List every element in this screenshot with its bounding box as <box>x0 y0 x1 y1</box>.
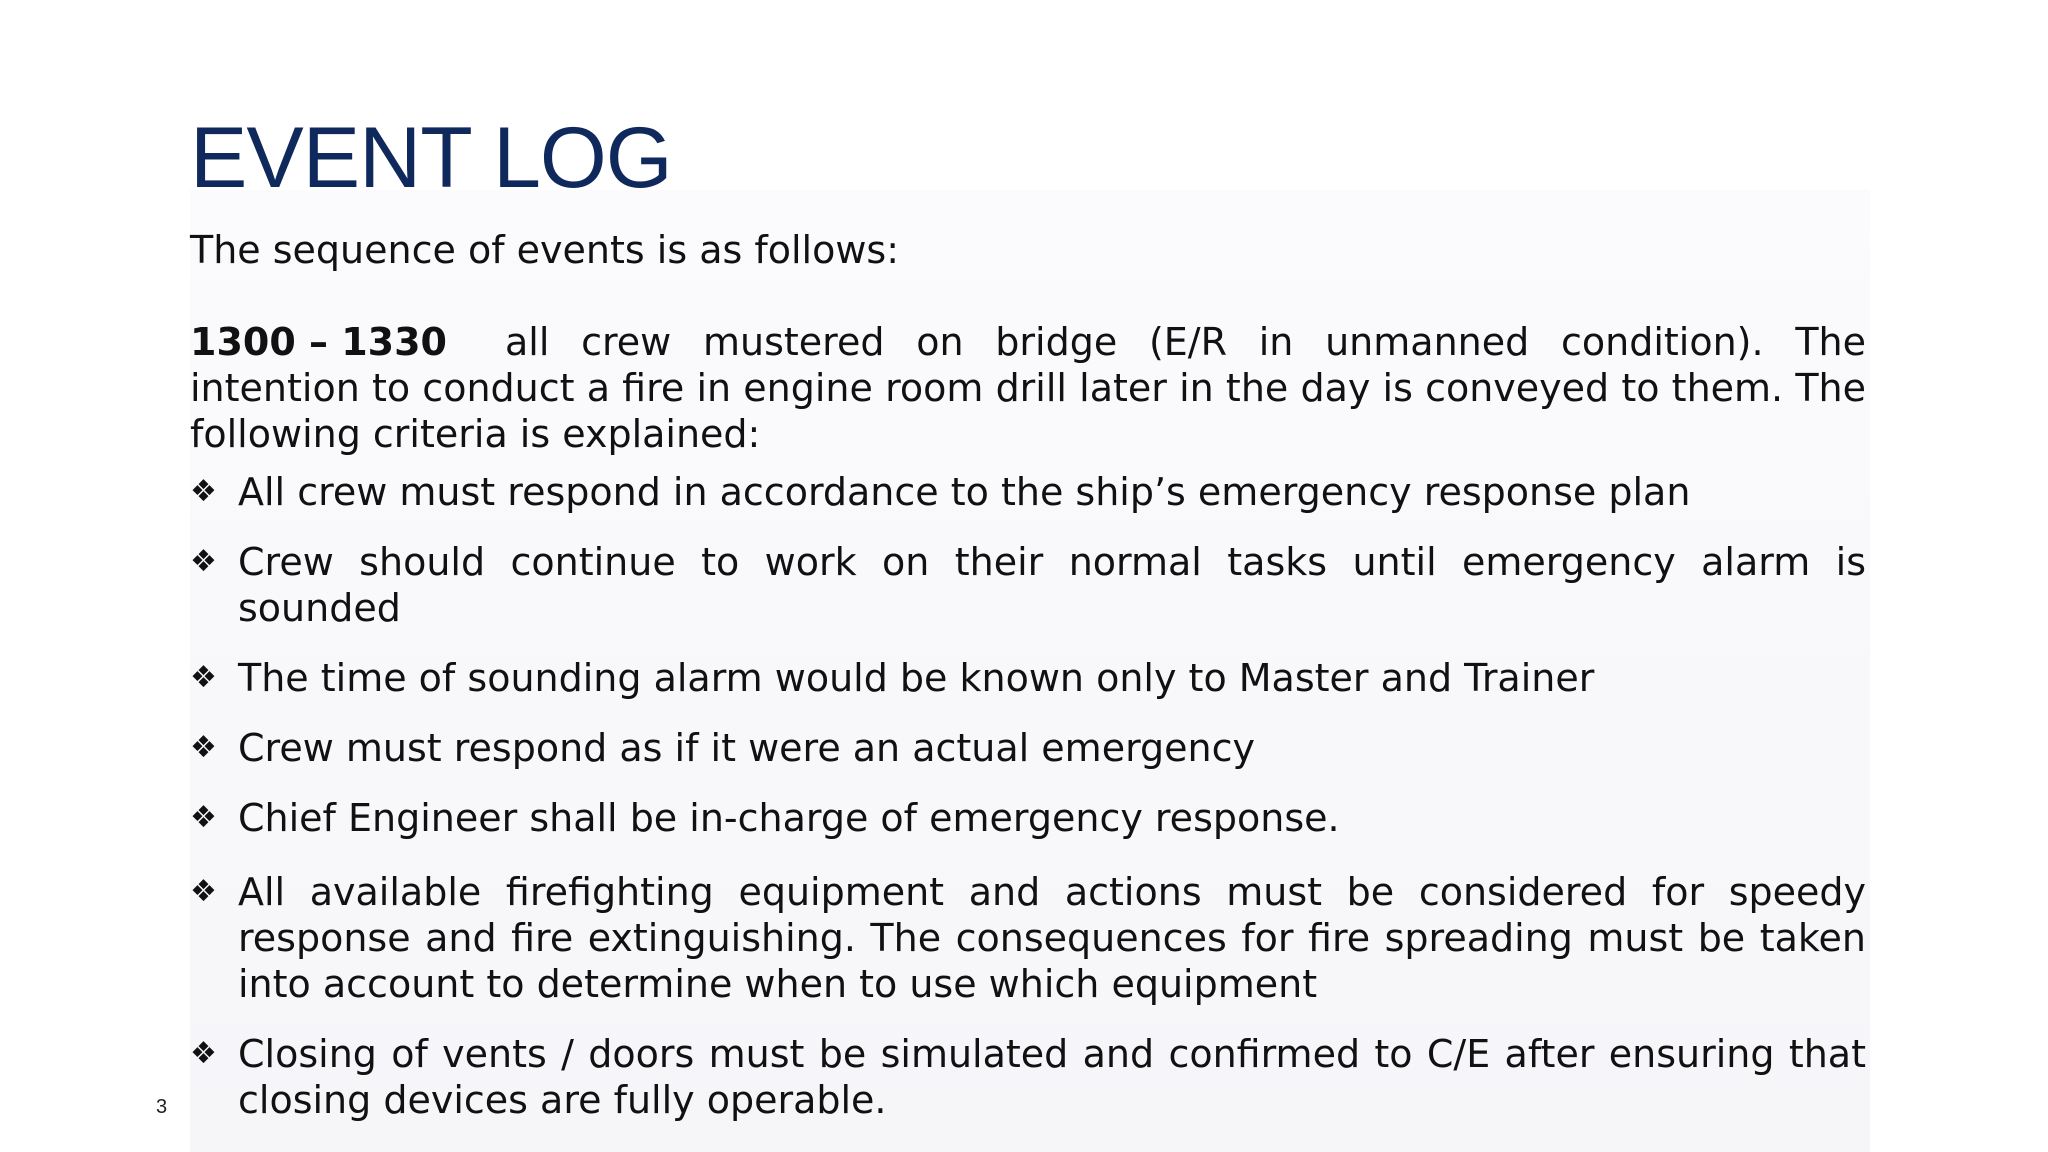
list-item-text: Crew must respond as if it were an actual emergency <box>238 726 1256 770</box>
list-item <box>190 1031 1866 1123</box>
slide-body <box>190 225 1866 1147</box>
four-diamond-bullet-icon: ❖ <box>190 800 217 835</box>
slide-title: EVENT LOG <box>190 110 672 206</box>
list-item-text: Chief Engineer shall be in-charge of emergency response. <box>238 796 1340 840</box>
four-diamond-bullet-icon: ❖ <box>190 660 217 695</box>
list-item <box>190 469 1866 515</box>
event-entry <box>190 319 1866 457</box>
event-time: 1300 – 1330 <box>190 320 447 364</box>
four-diamond-bullet-icon: ❖ <box>190 1036 217 1071</box>
list-item <box>190 795 1866 841</box>
list-item-text: All crew must respond in accordance to the ship’s emergency response plan <box>238 470 1691 514</box>
four-diamond-bullet-icon: ❖ <box>190 874 217 909</box>
four-diamond-bullet-icon: ❖ <box>190 474 217 509</box>
event-description: all crew mustered on bridge (E/R in unmanned condition). The intention to conduct a fire in engine room drill later in the day is conveyed to them. The following criteria is explained: <box>190 320 1866 456</box>
list-item <box>190 725 1866 771</box>
four-diamond-bullet-icon: ❖ <box>190 730 217 765</box>
four-diamond-bullet-icon: ❖ <box>190 544 217 579</box>
list-item-text: Crew should continue to work on their normal tasks until emergency alarm is sounded <box>238 540 1866 630</box>
list-item-text: All available firefighting equipment and actions must be considered for speedy response and fire extinguishing. The consequences for fire spreading must be taken into account to determine when to use which equipment <box>238 870 1866 1006</box>
intro-text: The sequence of events is as follows: <box>190 228 900 272</box>
list-item <box>190 869 1866 1007</box>
list-item-text: Closing of vents / doors must be simulated and confirmed to C/E after ensuring that closing devices are fully operable. <box>238 1032 1866 1122</box>
list-item <box>190 655 1866 701</box>
list-item-text: The time of sounding alarm would be known only to Master and Trainer <box>238 656 1595 700</box>
list-item <box>190 539 1866 631</box>
criteria-list <box>190 469 1866 1123</box>
page-number: 3 <box>156 1096 168 1118</box>
